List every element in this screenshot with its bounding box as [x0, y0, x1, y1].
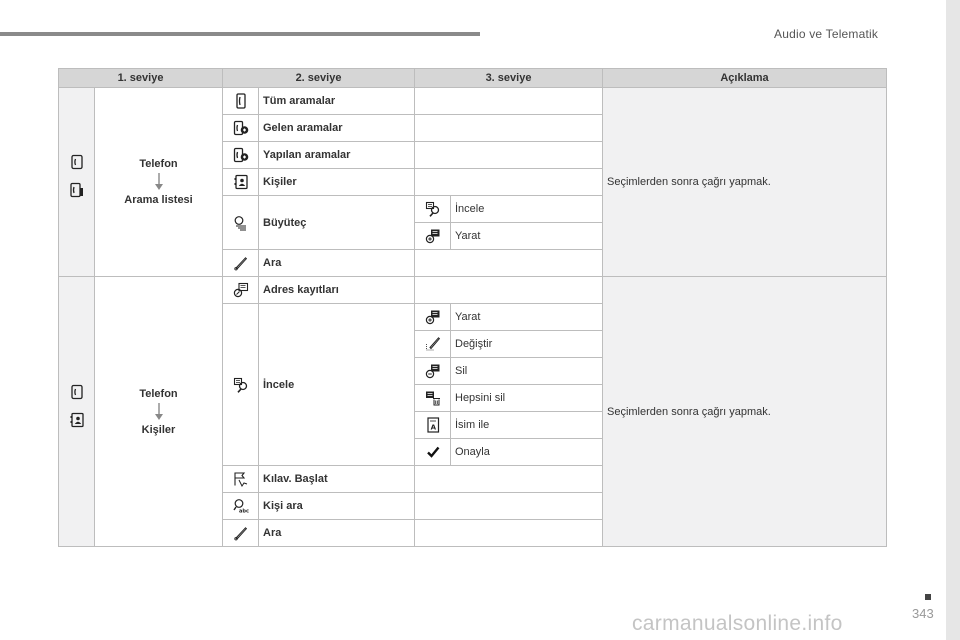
group2-level2-bottom: Kişiler — [141, 423, 176, 436]
page-marker — [925, 594, 931, 600]
incoming-call-icon — [233, 120, 249, 136]
group1-level1-cell — [59, 88, 95, 277]
group2-level2-top: Telefon — [139, 387, 178, 400]
group2-description: Seçimlerden sonra çağrı yapmak. — [603, 277, 887, 547]
table-row — [59, 277, 887, 304]
table-row — [59, 88, 887, 115]
submenu-item-edit[interactable]: Değiştir — [451, 331, 603, 358]
by-name-icon — [425, 417, 441, 433]
create-icon — [425, 228, 441, 244]
watermark: carmanualsonline.info — [632, 612, 843, 635]
group2-level2-cell — [95, 277, 223, 547]
submenu-item-delete[interactable]: Sil — [451, 358, 603, 385]
outgoing-call-icon — [233, 147, 249, 163]
menu-item-address-records[interactable]: Adres kayıtları — [259, 277, 415, 304]
column-header-description: Açıklama — [603, 69, 887, 88]
submenu-item-delete-all[interactable]: Hepsini sil — [451, 385, 603, 412]
section-title: Audio ve Telematik — [774, 27, 879, 41]
down-arrow-icon — [154, 403, 164, 421]
phone-icon — [69, 154, 85, 170]
magnifier-icon — [233, 215, 249, 231]
group1-level2-cell — [95, 88, 223, 277]
page-number: 343 — [912, 606, 934, 621]
delete-icon — [425, 363, 441, 379]
submenu-item-create[interactable]: Yarat — [451, 304, 603, 331]
view-icon — [233, 377, 249, 393]
group1-level2-top: Telefon — [139, 158, 178, 170]
menu-item-incoming-calls[interactable]: Gelen aramalar — [259, 115, 415, 142]
column-header-level1: 1. seviye — [59, 69, 223, 88]
submenu-item-create[interactable]: Yarat — [451, 223, 603, 250]
submenu-item-confirm[interactable]: Onayla — [451, 439, 603, 466]
checkmark-icon — [425, 444, 441, 460]
phone-icon — [69, 384, 85, 400]
navigation-icon — [233, 471, 249, 487]
edit-icon — [425, 336, 441, 352]
menu-item-view[interactable]: İncele — [259, 304, 415, 466]
submenu-item-by-name[interactable]: İsim ile — [451, 412, 603, 439]
address-book-icon — [233, 282, 249, 298]
contact-search-icon — [233, 498, 249, 514]
menu-item-start-navigation[interactable]: Kılav. Başlat — [259, 466, 415, 493]
menu-table — [58, 68, 887, 547]
phone-list-icon — [233, 93, 249, 109]
column-header-level2: 2. seviye — [223, 69, 415, 88]
submenu-item-view[interactable]: İncele — [451, 196, 603, 223]
menu-item-search[interactable]: Ara — [259, 250, 415, 277]
down-arrow-icon — [154, 173, 164, 191]
menu-item-outgoing-calls[interactable]: Yapılan aramalar — [259, 142, 415, 169]
group1-description: Seçimlerden sonra çağrı yapmak. — [603, 88, 887, 277]
header-rule — [0, 32, 480, 36]
call-log-icon — [69, 182, 85, 198]
create-icon — [425, 309, 441, 325]
group2-level1-cell — [59, 277, 95, 547]
delete-all-icon — [425, 390, 441, 406]
menu-item-all-calls[interactable]: Tüm aramalar — [259, 88, 415, 115]
group1-level2-bottom: Arama listesi — [124, 194, 193, 206]
table-header-row — [59, 69, 887, 88]
pen-icon — [233, 525, 249, 541]
page-edge-strip — [946, 0, 960, 640]
menu-item-contact-search[interactable]: Kişi ara — [259, 493, 415, 520]
contacts-icon — [69, 412, 85, 428]
contacts-icon — [233, 174, 249, 190]
column-header-level3: 3. seviye — [415, 69, 603, 88]
menu-item-magnifier[interactable]: Büyüteç — [259, 196, 415, 250]
view-icon — [425, 201, 441, 217]
menu-item-search[interactable]: Ara — [259, 520, 415, 547]
menu-item-contacts[interactable]: Kişiler — [259, 169, 415, 196]
pen-icon — [233, 255, 249, 271]
